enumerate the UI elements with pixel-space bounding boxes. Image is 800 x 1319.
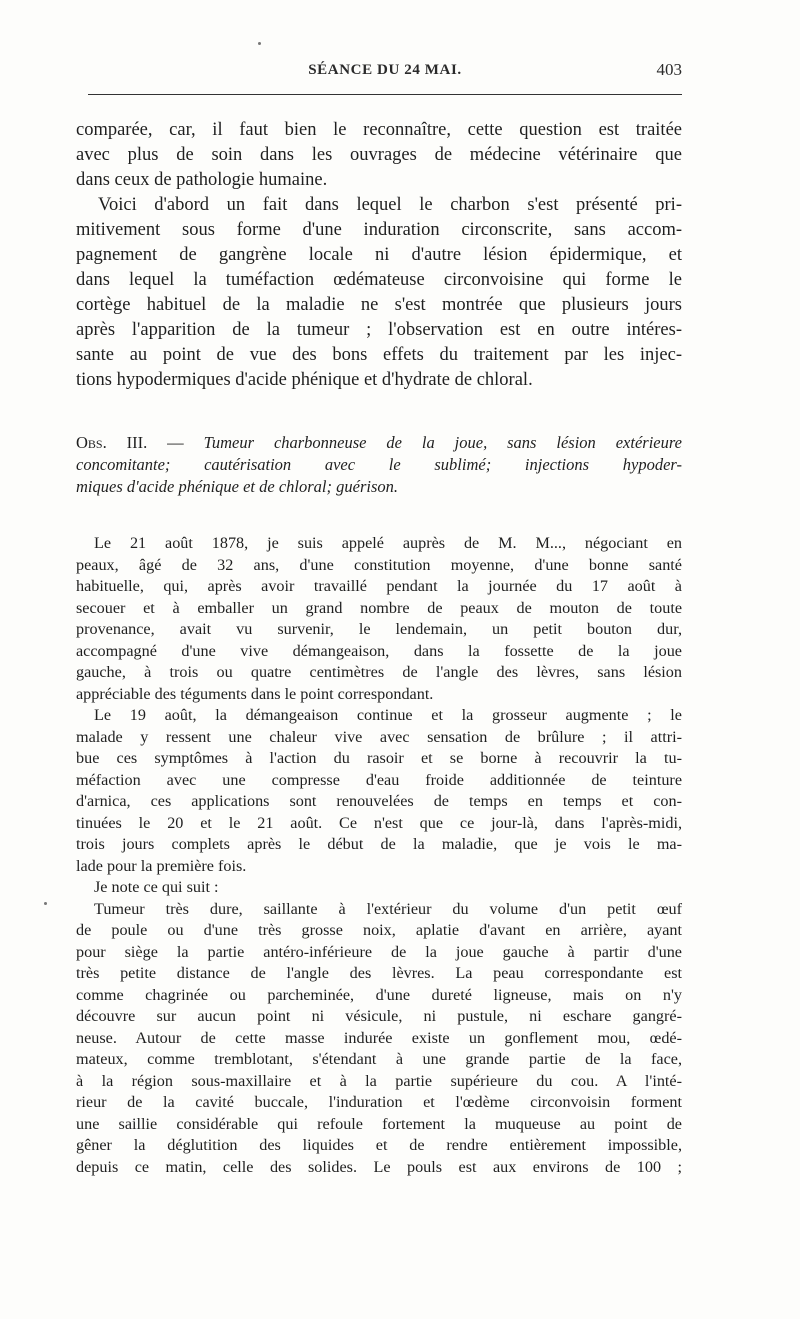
text-line: Tumeur très dure, saillante à l'extérieur du volume d'un petit œuf — [94, 899, 682, 918]
text-line: rieur de la cavité buccale, l'induration et l'œdème circonvoisin forment — [76, 1093, 682, 1111]
text-line: secouer et à emballer un grand nombre de peaux de mouton de toute — [76, 598, 682, 617]
text-line: neuse. Autour de cette masse indurée existe un gonflement mou, œdé- — [76, 1028, 682, 1047]
text-line: tions hypodermiques d'acide phénique et d'hydrate de chloral. — [76, 370, 533, 390]
text-line: découvre sur aucun point ni vésicule, ni pustule, ni eschare gangré- — [76, 1007, 682, 1025]
text-line: comme chagrinée ou parcheminée, d'une dureté ligneuse, mais on n'y — [76, 985, 682, 1004]
intro-text — [76, 118, 682, 393]
text-line: Le 19 août, la démangeaison continue et la grosseur augmente ; le — [94, 706, 682, 724]
observation-line: concomitante; cautérisation avec le sublimé; injections hypoder- — [76, 455, 682, 474]
text-line: Je note ce qui suit : — [94, 878, 219, 896]
text-line: une saillie considérable qui refoule fortement la muqueuse au point de — [76, 1114, 682, 1133]
text-line: lade pour la première fois. — [76, 856, 247, 875]
text-line: peaux, âgé de 32 ans, d'une constitution moyenne, d'une bonne santé — [76, 555, 682, 574]
text-line: cortège habituel de la maladie ne s'est montrée que plusieurs jours — [76, 295, 682, 315]
text-line: comparée, car, il faut bien le reconnaître, cette question est traitée — [76, 120, 682, 140]
observation-dash: — — [147, 433, 204, 452]
text-line: après l'apparition de la tumeur ; l'observation est en outre intéres- — [76, 320, 682, 340]
page-number: 403 — [656, 60, 682, 79]
text-line: pour siège la partie antéro-inférieure de la joue gauche à partir d'une — [76, 942, 682, 961]
text-line: sante au point de vue des bons effets du traitement par les injec- — [76, 345, 682, 365]
text-line: Le 21 août 1878, je suis appelé auprès de M. M..., négociant en — [94, 534, 682, 552]
text-line: mateux, comme tremblotant, s'étendant à une grande partie de la face, — [76, 1050, 682, 1068]
print-speck — [258, 42, 261, 45]
text-line: d'arnica, ces applications sont renouvelées de temps en temps et con- — [76, 792, 682, 810]
text-line: appréciable des téguments dans le point correspondant. — [76, 684, 434, 703]
text-line: provenance, avait vu survenir, le lendemain, un petit bouton dur, — [76, 620, 682, 638]
text-line: avec plus de soin dans les ouvrages de médecine vétérinaire que — [76, 145, 682, 165]
text-line: habituelle, qui, après avoir travaillé pendant la journée du 17 août à — [76, 577, 682, 595]
text-line: méfaction avec une compresse d'eau froide additionnée de teinture — [76, 770, 682, 789]
text-line: dans ceux de pathologie humaine. — [76, 170, 328, 190]
text-line: accompagné d'une vive démangeaison, dans la fossette de la joue — [76, 641, 682, 660]
text-line: gauche, à trois ou quatre centimètres de l'angle des lèvres, sans lésion — [76, 663, 682, 681]
header-rule — [88, 94, 682, 95]
text-line: de poule ou d'une très grosse noix, aplatie d'avant en arrière, ayant — [76, 921, 682, 939]
observation-heading — [76, 432, 682, 498]
text-line: à la région sous-maxillaire et à la partie supérieure du cou. A l'inté- — [76, 1071, 682, 1090]
print-speck — [44, 902, 47, 905]
observation-label: Obs. III. — [76, 433, 148, 452]
text-line: tinuées le 20 et le 21 août. Ce n'est que ce jour-là, dans l'après-midi, — [76, 813, 682, 832]
case-text — [76, 533, 682, 1178]
observation-line — [76, 432, 682, 454]
text-line: malade y ressent une chaleur vive avec sensation de brûlure ; il attri- — [76, 727, 682, 746]
text-line: dans lequel la tuméfaction œdémateuse circonvoisine qui forme le — [76, 270, 682, 290]
text-line: très petite distance de l'angle des lèvres. La peau correspondante est — [76, 964, 682, 982]
observation-line: miques d'acide phénique et de chloral; guérison. — [76, 477, 398, 496]
text-line: pagnement de gangrène locale ni d'autre lésion épidermique, et — [76, 245, 682, 265]
running-head — [88, 62, 682, 84]
text-line: trois jours complets après le début de la maladie, que je vois le ma- — [76, 835, 682, 853]
text-line: depuis ce matin, celle des solides. Le pouls est aux environs de 100 ; — [76, 1157, 682, 1176]
running-title: SÉANCE DU 24 MAI. — [308, 62, 462, 78]
observation-title: Tumeur charbonneuse de la joue, sans lésion extérieure — [203, 433, 682, 452]
text-line: gêner la déglutition des liquides et de rendre entièrement impossible, — [76, 1136, 682, 1154]
text-line: bue ces symptômes à l'action du rasoir et se borne à recouvrir la tu- — [76, 749, 682, 767]
text-line: mitivement sous forme d'une induration circonscrite, sans accom- — [76, 220, 682, 240]
text-line: Voici d'abord un fait dans lequel le charbon s'est présenté pri- — [98, 195, 682, 215]
